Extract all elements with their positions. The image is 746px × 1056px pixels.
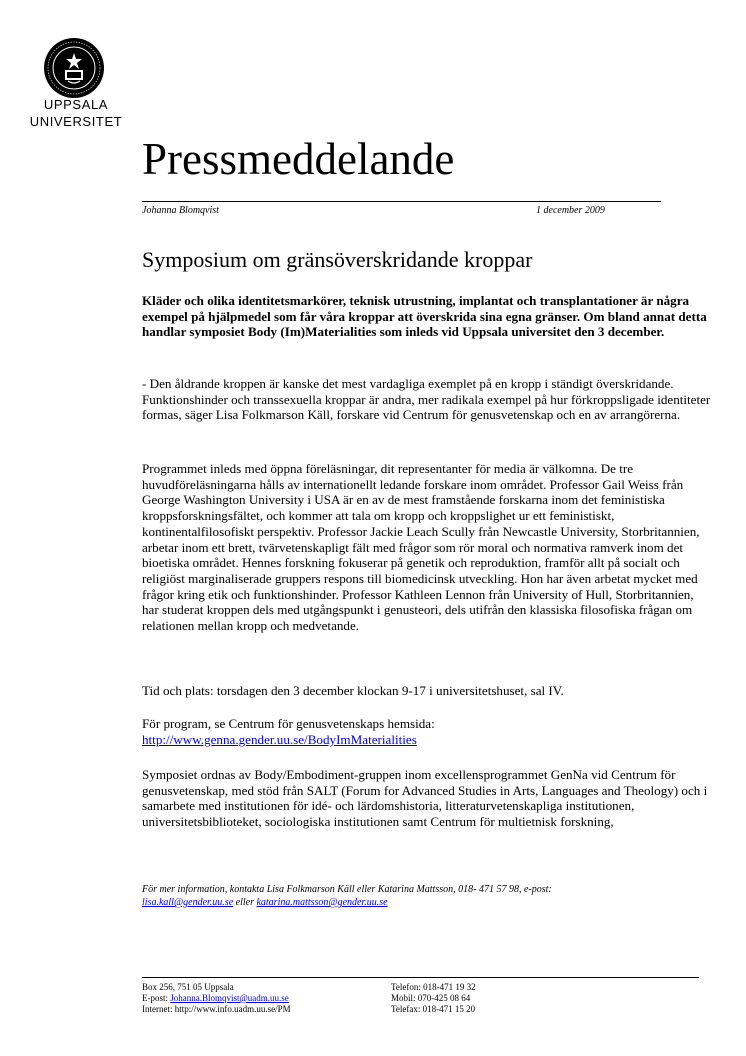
contact-conjunction: eller xyxy=(235,897,254,908)
organizers-paragraph: Symposiet ordnas av Body/Embodiment-gruppen inom excellensprogrammet GenNa vid Centrum för genusvetenskap, med stöd från SALT (Forum for Advanced Studies in Arts, Languages and Theology) och i samarbete med institutionen för idé- och lärdomshistoria, litteraturvetenskapliga institutionen, universitetsbiblioteket, sociologiska institutionen samt Centrum för multietnisk forskning, xyxy=(142,767,708,830)
footer-email-line xyxy=(142,993,291,1004)
university-name-line1: UPPSALA xyxy=(43,97,109,112)
time-place-paragraph: Tid och plats: torsdagen den 3 december klockan 9-17 i universitetshuset, sal IV. xyxy=(142,683,564,698)
footer-address: Box 256, 751 05 Uppsala xyxy=(142,982,234,992)
program-link[interactable]: http://www.genna.gender.uu.se/BodyImMaterialities xyxy=(142,731,417,747)
author-name: Johanna Blomqvist xyxy=(142,205,219,216)
footer-email-label: E-post: xyxy=(142,992,168,1003)
page-title: Pressmeddelande xyxy=(142,134,455,184)
footer-divider xyxy=(142,977,699,978)
program-paragraph xyxy=(142,716,712,747)
footer-fax: Telefax: 018-471 15 20 xyxy=(391,1003,476,1014)
university-name-line2: UNIVERSITET xyxy=(29,114,123,129)
publish-date: 1 december 2009 xyxy=(536,205,605,216)
university-seal-logo xyxy=(43,37,105,99)
article-headline: Symposium om gränsöverskridande kroppar xyxy=(142,247,533,272)
program-text: För program, se Centrum för genusvetenskaps hemsida: xyxy=(142,716,435,731)
footer-email-link[interactable]: Johanna.Blomqvist@uadm.uu.se xyxy=(170,992,289,1003)
footer-left xyxy=(142,982,291,1014)
footer-phone: Telefon: 018-471 19 32 xyxy=(391,982,476,992)
contact-email-1-link[interactable]: lisa.kall@gender.uu.se xyxy=(142,897,234,908)
footer-mobile: Mobil: 070-425 08 64 xyxy=(391,992,471,1003)
footer-right xyxy=(391,982,476,1014)
footer-internet: Internet: http://www.info.uadm.uu.se/PM xyxy=(142,1003,291,1014)
contact-email-2-link[interactable]: katarina.mattsson@gender.uu.se xyxy=(256,897,388,908)
contact-text: För mer information, kontakta Lisa Folkmarson Käll eller Katarina Mattsson, 018- 471 57 98, e-post: xyxy=(142,884,552,895)
lead-paragraph: Kläder och olika identitetsmarkörer, teknisk utrustning, implantat och transplantationer är några exempel på hjälpmedel som får våra kroppar att överskrida sina egna gränser. Om bland annat detta handlar symposiet Body (Im)Materialities som inleds vid Uppsala universitet den 3 december. xyxy=(142,293,707,340)
body-paragraph-1: - Den åldrande kroppen är kanske det mest vardagliga exemplet på en kropp i ständigt överskridande. Funktionshinder och transsexuella kroppar är andra, mer radikala exempel på hur förkroppsligade identiteter formas, säger Lisa Folkmarson Käll, forskare vid Centrum för genusvetenskap och en av arrangörerna. xyxy=(142,376,711,423)
body-paragraph-2: Programmet inleds med öppna föreläsningar, dit representanter för media är välkomna. De tre huvudföreläsningarna hålls av internationellt ledande forskare inom området. Professor Gail Weiss från George Washington University i USA är en av de mest framstående forskarna inom det feministiska kroppsforskningsfältet, och kommer att tala om kropp och kroppslighet ur ett feministiskt, kontinentalfilosofiskt perspektiv. Professor Jackie Leach Scully från Newcastle University, Storbritannien, arbetar inom ett brett, tvärvetenskapligt fält med frågor som rör moral och normativa ramverk inom det bioetiska området. Hennes forskning fokuserar på genetik och reproduktion, framför allt på socialt och religiöst marginaliserade gruppers respons till biomedicinsk utveckling. Hon har även arbetat mycket med frågor kring etik och funktionshinder. Professor Kathleen Lennon från University of Hull, Storbritannien, har studerat kroppen dels med utgångspunkt i genusteori, dels utifrån den klassiska filosofiska frågan om relationen mellan kropp och medvetande. xyxy=(142,461,700,634)
header-divider xyxy=(142,201,661,202)
contact-info xyxy=(142,883,712,909)
